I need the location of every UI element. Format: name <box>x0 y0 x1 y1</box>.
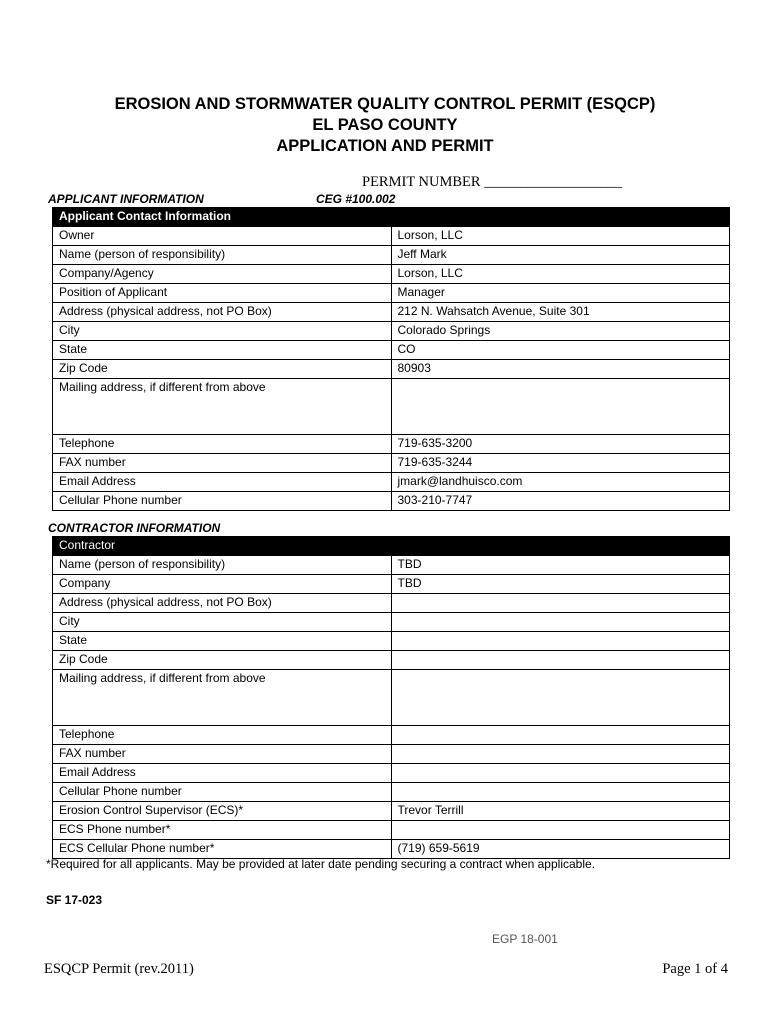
applicant-row-label: State <box>53 341 392 360</box>
contractor-section-label: CONTRACTOR INFORMATION <box>48 521 221 535</box>
permit-number-field[interactable]: PERMIT NUMBER ___________________ <box>362 174 622 190</box>
ceg-number: CEG #100.002 <box>316 192 396 206</box>
contractor-row-value[interactable] <box>391 632 730 651</box>
document-title: EROSION AND STORMWATER QUALITY CONTROL PERMIT (ESQCP) <box>114 95 656 113</box>
form-code: SF 17-023 <box>46 893 103 907</box>
contractor-row-value[interactable]: TBD <box>391 575 730 594</box>
contractor-row-label: Address (physical address, not PO Box) <box>53 594 392 613</box>
contractor-table-header: Contractor <box>53 537 730 556</box>
applicant-table <box>52 207 730 511</box>
applicant-section-label: APPLICANT INFORMATION <box>48 192 204 206</box>
applicant-row-label: Email Address <box>53 473 392 492</box>
contractor-row-value[interactable] <box>391 783 730 802</box>
contractor-row-value[interactable] <box>391 726 730 745</box>
applicant-row-value[interactable] <box>391 379 730 435</box>
applicant-row-value[interactable]: 719-635-3200 <box>391 435 730 454</box>
applicant-row-value[interactable]: Lorson, LLC <box>391 265 730 284</box>
applicant-row-label: Zip Code <box>53 360 392 379</box>
applicant-row-label: Owner <box>53 227 392 246</box>
contractor-row-value[interactable]: Trevor Terrill <box>391 802 730 821</box>
required-footnote: *Required for all applicants. May be provided at later date pending securing a contract when applicable. <box>46 857 595 871</box>
applicant-row-value[interactable]: CO <box>391 341 730 360</box>
form-subtitle: APPLICATION AND PERMIT <box>276 137 494 155</box>
contractor-row-value[interactable] <box>391 613 730 632</box>
contractor-row-label: Erosion Control Supervisor (ECS)* <box>53 802 392 821</box>
applicant-row-label: Address (physical address, not PO Box) <box>53 303 392 322</box>
contractor-row-label: Name (person of responsibility) <box>53 556 392 575</box>
contractor-row-value[interactable] <box>391 670 730 726</box>
applicant-row-label: Company/Agency <box>53 265 392 284</box>
applicant-row-value[interactable]: Colorado Springs <box>391 322 730 341</box>
contractor-row-label: Telephone <box>53 726 392 745</box>
contractor-row-value[interactable] <box>391 745 730 764</box>
applicant-row-value[interactable]: Jeff Mark <box>391 246 730 265</box>
applicant-row-value[interactable]: 719-635-3244 <box>391 454 730 473</box>
applicant-row-value[interactable]: 212 N. Wahsatch Avenue, Suite 301 <box>391 303 730 322</box>
applicant-row-value[interactable]: Lorson, LLC <box>391 227 730 246</box>
contractor-row-value[interactable]: (719) 659-5619 <box>391 840 730 859</box>
contractor-row-value[interactable] <box>391 764 730 783</box>
applicant-row-label: Name (person of responsibility) <box>53 246 392 265</box>
applicant-row-label: FAX number <box>53 454 392 473</box>
footer-page-number: Page 1 of 4 <box>662 961 728 977</box>
applicant-row-label: Mailing address, if different from above <box>53 379 392 435</box>
applicant-row-label: City <box>53 322 392 341</box>
contractor-row-label: FAX number <box>53 745 392 764</box>
contractor-row-value[interactable] <box>391 651 730 670</box>
contractor-row-label: ECS Cellular Phone number* <box>53 840 392 859</box>
applicant-row-value[interactable]: Manager <box>391 284 730 303</box>
applicant-row-value[interactable]: 303-210-7747 <box>391 492 730 511</box>
contractor-row-label: Zip Code <box>53 651 392 670</box>
contractor-row-label: Email Address <box>53 764 392 783</box>
applicant-row-label: Cellular Phone number <box>53 492 392 511</box>
county-title: EL PASO COUNTY <box>312 116 458 134</box>
egp-number: EGP 18-001 <box>492 932 558 946</box>
contractor-row-label: City <box>53 613 392 632</box>
applicant-table-header: Applicant Contact Information <box>53 208 730 227</box>
contractor-row-value[interactable] <box>391 821 730 840</box>
footer-form-revision: ESQCP Permit (rev.2011) <box>44 961 194 977</box>
contractor-row-value[interactable]: TBD <box>391 556 730 575</box>
contractor-row-value[interactable] <box>391 594 730 613</box>
contractor-row-label: Company <box>53 575 392 594</box>
contractor-row-label: ECS Phone number* <box>53 821 392 840</box>
contractor-row-label: State <box>53 632 392 651</box>
applicant-row-value[interactable]: jmark@landhuisco.com <box>391 473 730 492</box>
contractor-row-label: Mailing address, if different from above <box>53 670 392 726</box>
applicant-row-label: Telephone <box>53 435 392 454</box>
contractor-table <box>52 536 730 859</box>
applicant-row-label: Position of Applicant <box>53 284 392 303</box>
applicant-row-value[interactable]: 80903 <box>391 360 730 379</box>
contractor-row-label: Cellular Phone number <box>53 783 392 802</box>
